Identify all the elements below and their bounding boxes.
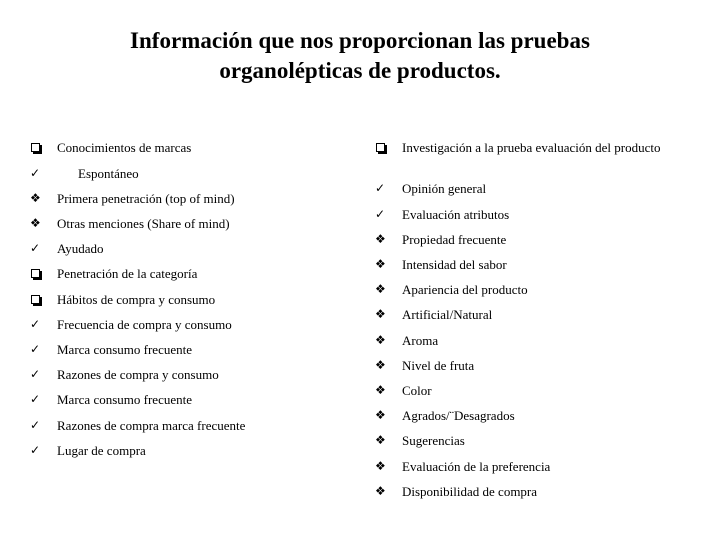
diamond-bullet-icon <box>30 216 44 232</box>
list-item-text: Razones de compra marca frecuente <box>57 418 246 433</box>
diamond-bullet-icon <box>375 459 389 475</box>
list-item-text: Disponibilidad de compra <box>402 484 538 499</box>
check-bullet-icon <box>30 367 44 383</box>
list-item-text: Primera penetración (top of mind) <box>57 191 235 206</box>
check-bullet-icon <box>375 207 389 223</box>
list-item-text: Ayudado <box>57 241 104 256</box>
diamond-bullet-icon <box>375 383 389 399</box>
diamond-bullet-icon <box>375 232 389 248</box>
list-item-text: Propiedad frecuente <box>402 232 507 247</box>
list-item-text: Apariencia del producto <box>402 282 528 297</box>
list-item-text: Intensidad del sabor <box>402 257 507 272</box>
diamond-bullet-icon <box>375 433 389 449</box>
square-bullet-icon <box>30 140 44 156</box>
left-bullet-list <box>30 140 350 470</box>
check-bullet-icon <box>30 317 44 333</box>
check-bullet-icon <box>30 443 44 459</box>
list-item-text: Aroma <box>402 333 439 348</box>
list-item-text: Investigación a la prueba evaluación del producto <box>402 140 661 155</box>
list-item-text: Razones de compra y consumo <box>57 367 219 382</box>
title-line-1: Información que nos proporcionan las pruebas <box>130 28 590 53</box>
list-item-text: Nivel de fruta <box>402 358 475 373</box>
list-item-text: Evaluación atributos <box>402 207 510 222</box>
diamond-bullet-icon <box>375 358 389 374</box>
list-item-text: Conocimientos de marcas <box>57 140 192 155</box>
list-item-text: Lugar de compra <box>57 443 146 458</box>
diamond-bullet-icon <box>375 257 389 273</box>
list-item-text: Marca consumo frecuente <box>57 342 192 357</box>
diamond-bullet-icon <box>375 282 389 298</box>
list-item-text: Espontáneo <box>78 166 139 181</box>
diamond-bullet-icon <box>375 408 389 424</box>
square-bullet-icon <box>30 292 44 308</box>
diamond-bullet-icon <box>30 191 44 207</box>
square-bullet-icon <box>375 140 389 156</box>
list-item-text: Hábitos de compra y consumo <box>57 292 216 307</box>
diamond-bullet-icon <box>375 484 389 500</box>
list-item-text: Marca consumo frecuente <box>57 392 192 407</box>
check-bullet-icon <box>30 241 44 257</box>
right-bullet-list <box>375 140 705 510</box>
check-bullet-icon <box>30 342 44 358</box>
list-item-text: Sugerencias <box>402 433 465 448</box>
list-item-text: Evaluación de la preferencia <box>402 459 551 474</box>
list-item-text: Otras menciones (Share of mind) <box>57 216 230 231</box>
check-bullet-icon <box>375 181 389 197</box>
check-bullet-icon <box>30 166 44 182</box>
diamond-bullet-icon <box>375 307 389 323</box>
list-item-text: Artificial/Natural <box>402 307 493 322</box>
list-item-text: Agrados/¨Desagrados <box>402 408 515 423</box>
square-bullet-icon <box>30 266 44 282</box>
check-bullet-icon <box>30 418 44 434</box>
page-title <box>0 26 720 86</box>
title-line-2: organolépticas de productos. <box>219 58 501 83</box>
check-bullet-icon <box>30 392 44 408</box>
list-item-text: Frecuencia de compra y consumo <box>57 317 232 332</box>
list-item-text: Opinión general <box>402 181 487 196</box>
diamond-bullet-icon <box>375 333 389 349</box>
list-item-text: Penetración de la categoría <box>57 266 198 281</box>
list-item-text: Color <box>402 383 432 398</box>
